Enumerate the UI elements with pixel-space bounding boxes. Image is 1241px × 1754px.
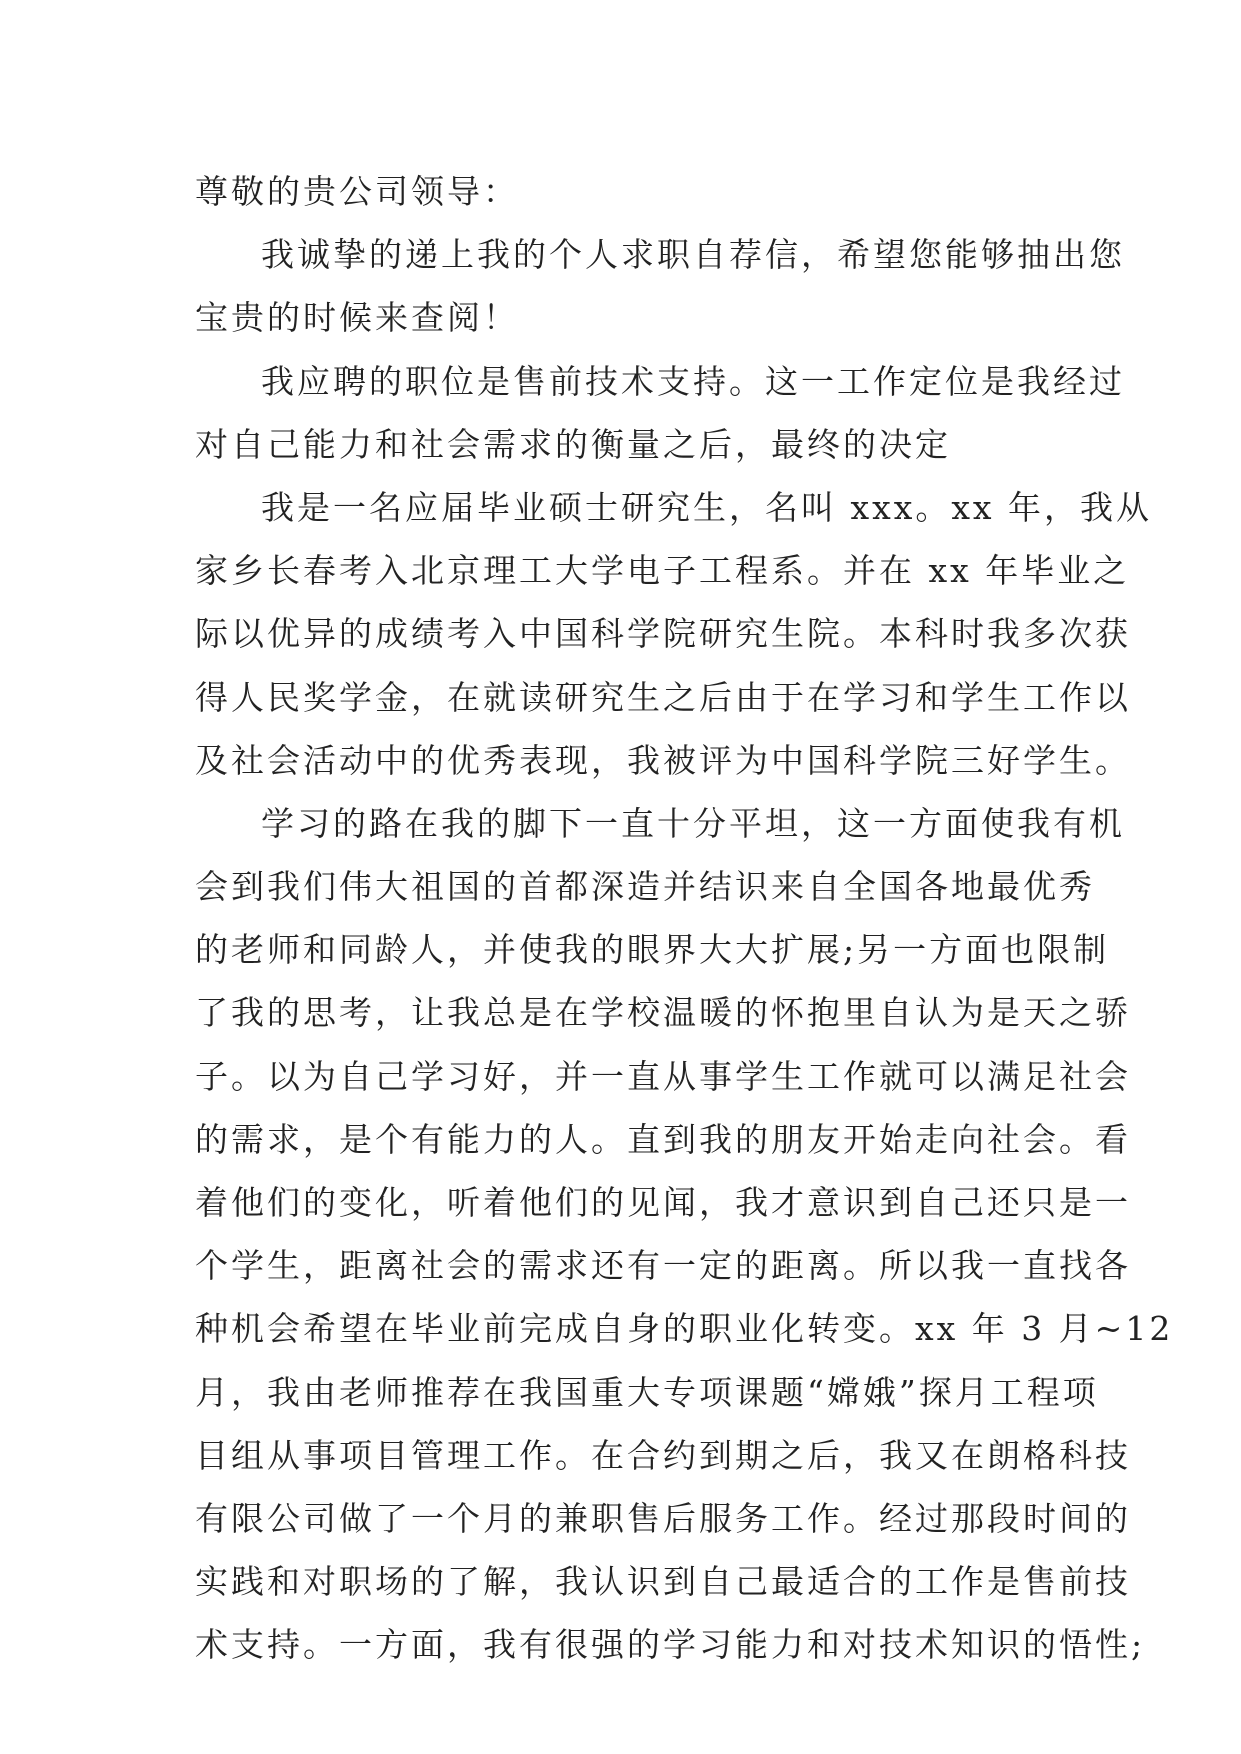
paragraph-line: 有限公司做了一个月的兼职售后服务工作。经过那段时间的 — [195, 1498, 1131, 1538]
paragraph-line: 家乡长春考入北京理工大学电子工程系。并在 xx 年毕业之 — [195, 551, 1130, 591]
paragraph-line: 我是一名应届毕业硕士研究生，名叫 xxx。xx 年，我从 — [261, 487, 1153, 527]
paragraph-line: 月，我由老师推荐在我国重大专项课题“嫦娥”探月工程项 — [195, 1372, 1099, 1412]
paragraph-line: 种机会希望在毕业前完成自身的职业化转变。xx 年 3 月~12 — [195, 1309, 1174, 1349]
paragraph-line: 个学生，距离社会的需求还有一定的距离。所以我一直找各 — [195, 1246, 1131, 1286]
salutation: 尊敬的贵公司领导： — [195, 172, 519, 211]
paragraph-line: 的需求，是个有能力的人。直到我的朋友开始走向社会。看 — [195, 1119, 1131, 1159]
paragraph-line: 及社会活动中的优秀表现，我被评为中国科学院三好学生。 — [195, 740, 1131, 780]
paragraph-line: 的老师和同龄人，并使我的眼界大大扩展;另一方面也限制 — [195, 930, 1110, 970]
paragraph-line: 对自己能力和社会需求的衡量之后，最终的决定 — [195, 424, 951, 464]
paragraph-line: 子。以为自己学习好，并一直从事学生工作就可以满足社会 — [195, 1056, 1131, 1096]
paragraph-line: 宝贵的时候来查阅！ — [195, 298, 519, 338]
letter-body — [195, 160, 1174, 1677]
paragraph-line: 际以优异的成绩考入中国科学院研究生院。本科时我多次获 — [195, 614, 1131, 654]
paragraph-line: 会到我们伟大祖国的首都深造并结识来自全国各地最优秀 — [195, 867, 1095, 907]
paragraph-line: 我诚挚的递上我的个人求职自荐信，希望您能够抽出您 — [261, 235, 1125, 275]
paragraph-line: 我应聘的职位是售前技术支持。这一工作定位是我经过 — [261, 361, 1125, 401]
paragraph-line: 着他们的变化，听着他们的见闻，我才意识到自己还只是一 — [195, 1183, 1131, 1222]
paragraph-line: 了我的思考，让我总是在学校温暖的怀抱里自认为是天之骄 — [195, 993, 1131, 1033]
paragraph-line: 得人民奖学金，在就读研究生之后由于在学习和学生工作以 — [195, 677, 1131, 717]
paragraph-line: 实践和对职场的了解，我认识到自己最适合的工作是售前技 — [195, 1562, 1131, 1602]
paragraph-line: 术支持。一方面，我有很强的学习能力和对技术知识的悟性; — [195, 1625, 1146, 1665]
paragraph-line: 学习的路在我的脚下一直十分平坦，这一方面使我有机 — [261, 803, 1125, 843]
paragraph-line: 目组从事项目管理工作。在合约到期之后，我又在朗格科技 — [195, 1435, 1131, 1475]
